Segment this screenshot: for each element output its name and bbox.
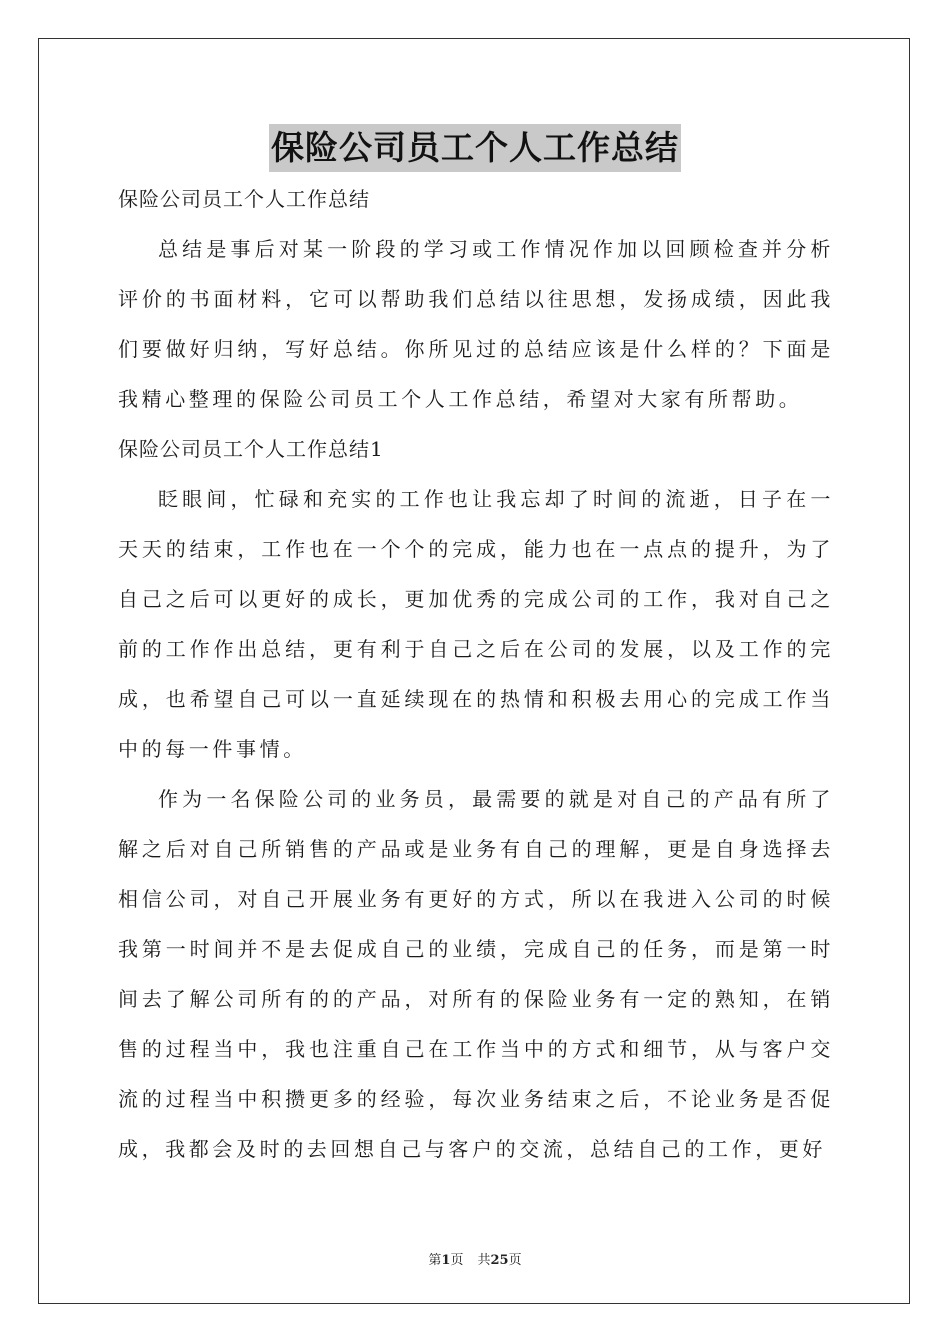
body-paragraph: 眨眼间，忙碌和充实的工作也让我忘却了时间的流逝，日子在一天天的结束，工作也在一个个的完成，能力也在一点点的提升，为了自己之后可以更好的成长，更加优秀的完成公司的工作，我对自己之前的工作作出总结，更有利于自己之后在公司的发展，以及工作的完成，也希望自己可以一直延续现在的热情和积极去用心的完成工作当中的每一件事情。	[118, 487, 834, 761]
document-body	[118, 174, 834, 1174]
total-pages: 25	[490, 1253, 509, 1268]
body-paragraph: 作为一名保险公司的业务员，最需要的就是对自己的产品有所了解之后对自己所销售的产品或是业务有自己的理解，更是自身选择去相信公司，对自己开展业务有更好的方式，所以在我进入公司的时候我第一时间并不是去促成自己的业绩，完成自己的任务，而是第一时间去了解公司所有的的产品，对所有的保险业务有一定的熟知，在销售的过程当中，我也注重自己在工作当中的方式和细节，从与客户交流的过程当中积攒更多的经验，每次业务结束之后，不论业务是否促成，我都会及时的去回想自己与客户的交流，总结自己的工作，更好	[118, 787, 834, 1161]
page-footer	[0, 1252, 950, 1270]
document-title-text: 保险公司员工个人工作总结	[269, 124, 681, 172]
page-prefix: 第	[428, 1253, 442, 1268]
page-number: 1	[441, 1253, 451, 1268]
document-title	[0, 124, 950, 172]
total-prefix: 共	[477, 1253, 491, 1268]
section-heading: 保险公司员工个人工作总结1	[118, 437, 384, 461]
document-subtitle: 保险公司员工个人工作总结	[118, 187, 370, 211]
page-suffix: 页	[450, 1253, 464, 1268]
intro-paragraph: 总结是事后对某一阶段的学习或工作情况作加以回顾检查并分析评价的书面材料，它可以帮助我们总结以往思想，发扬成绩，因此我们要做好归纳，写好总结。你所见过的总结应该是什么样的？下面是我精心整理的保险公司员工个人工作总结，希望对大家有所帮助。	[118, 237, 834, 411]
total-suffix: 页	[508, 1253, 522, 1268]
